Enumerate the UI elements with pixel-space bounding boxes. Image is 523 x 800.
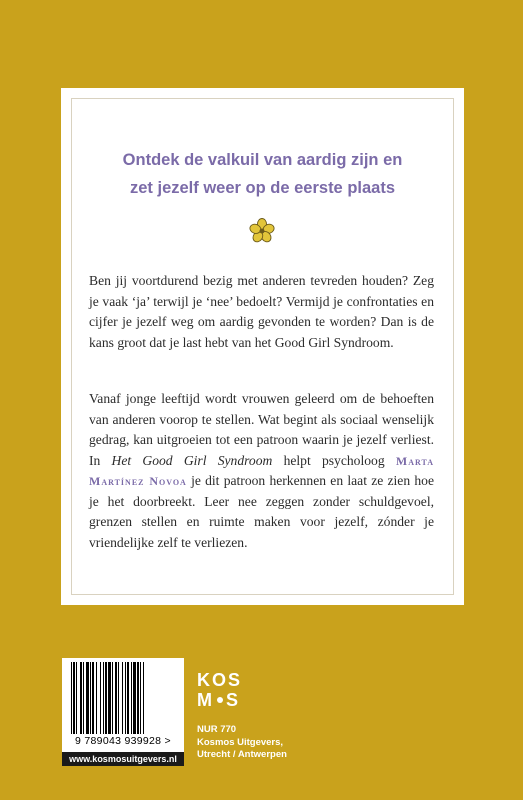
tagline (61, 146, 464, 202)
description-paragraph (89, 389, 434, 553)
author-name: Marta Martínez Novoa (89, 453, 434, 488)
paragraph-text: helpt psycholoog (272, 452, 396, 468)
publisher-info (197, 724, 287, 762)
kosmos-logo (197, 670, 242, 710)
logo-line-2 (197, 690, 242, 710)
logo-letter: S (226, 690, 241, 710)
publisher-city: Utrecht / Antwerpen (197, 749, 287, 760)
logo-letter: M (197, 690, 214, 710)
logo-dot-icon (217, 697, 223, 703)
nur-code: NUR 770 (197, 724, 237, 735)
tagline-line-1: Ontdek de valkuil van aardig zijn en (122, 151, 403, 169)
logo-line-1: KOS (197, 670, 243, 690)
paragraph-text: Vanaf jonge leeftijd wordt vrouwen geleerd om de behoeften van anderen voorop te stellen. Wat begint als sociaal wenselijk gedrag, kan uitgroeien tot een patroon waarin je jezelf verliest. In (89, 391, 434, 468)
flower-icon (248, 217, 276, 245)
paragraph-text: je dit patroon herkennen en laat ze zien hoe je het doorbreekt. Leer nee zeggen zonder schuldgevoel, grenzen stellen en ruimte maken voor jezelf, zónder je vriendelijke zelf te verliezen. (89, 473, 434, 550)
barcode (71, 662, 177, 734)
book-title: Het Good Girl Syndroom (111, 452, 273, 468)
barcode-box (62, 658, 184, 766)
publisher-name: Kosmos Uitgevers, (197, 736, 284, 748)
text-panel (61, 88, 464, 605)
intro-paragraph: Ben jij voortdurend bezig met anderen tevreden houden? Zeg je vaak ‘ja’ terwijl je ‘nee’ bedoelt? Vermijd je confrontaties en cijfer je jezelf weg om aardig gevonden te worden? Dan is de kans groot dat je last hebt van het Good Girl Syndroom. (89, 273, 434, 350)
isbn-number: 9 789043 939928 > (75, 735, 171, 747)
publisher-url: www.kosmosuitgevers.nl (62, 752, 184, 766)
tagline-line-2: zet jezelf weer op de eerste plaats (129, 179, 396, 197)
